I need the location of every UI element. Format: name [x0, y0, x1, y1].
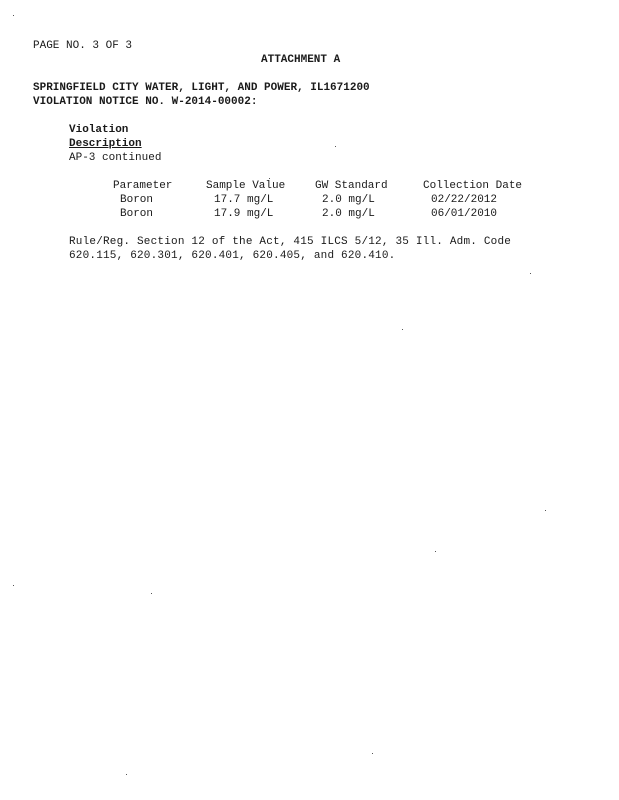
scan-speck: [151, 593, 152, 594]
continued-line: AP-3 continued: [69, 152, 162, 164]
description-heading: Description: [69, 138, 142, 150]
table-row: [0, 194, 619, 207]
table-row: [0, 208, 619, 221]
scan-speck: [545, 510, 546, 511]
scan-speck: [126, 774, 127, 775]
scan-speck: [13, 585, 14, 586]
header-parameter: Parameter: [113, 180, 173, 192]
attachment-title: ATTACHMENT A: [261, 54, 341, 66]
scan-speck: [13, 15, 14, 16]
scan-speck: [435, 551, 436, 552]
violation-notice-number: VIOLATION NOTICE NO. W-2014-00002:: [33, 96, 258, 108]
cell-sample-value: 17.7 mg/L: [214, 194, 274, 206]
header-sample-value: Sample Value: [206, 180, 286, 192]
scan-speck: [372, 753, 373, 754]
facility-name-line: SPRINGFIELD CITY WATER, LIGHT, AND POWER, IL1671200: [33, 82, 370, 94]
table-header-row: [0, 180, 619, 193]
cell-collection-date: 02/22/2012: [431, 194, 498, 206]
cell-parameter: Boron: [120, 208, 154, 220]
violation-heading: Violation: [69, 124, 129, 136]
scan-speck: [402, 329, 403, 330]
page-number-label: PAGE NO. 3 OF 3: [33, 40, 133, 52]
cell-parameter: Boron: [120, 194, 154, 206]
scan-speck: [335, 146, 336, 147]
header-gw-standard: GW Standard: [315, 180, 388, 192]
cell-collection-date: 06/01/2010: [431, 208, 498, 220]
cell-gw-standard: 2.0 mg/L: [322, 194, 375, 206]
cell-gw-standard: 2.0 mg/L: [322, 208, 375, 220]
scan-speck: [530, 273, 531, 274]
scan-speck: [269, 178, 270, 179]
cell-sample-value: 17.9 mg/L: [214, 208, 274, 220]
header-collection-date: Collection Date: [423, 180, 523, 192]
rule-reg-line-1: Rule/Reg. Section 12 of the Act, 415 ILCS 5/12, 35 Ill. Adm. Code: [69, 236, 512, 248]
rule-reg-line-2: 620.115, 620.301, 620.401, 620.405, and 620.410.: [69, 250, 396, 262]
